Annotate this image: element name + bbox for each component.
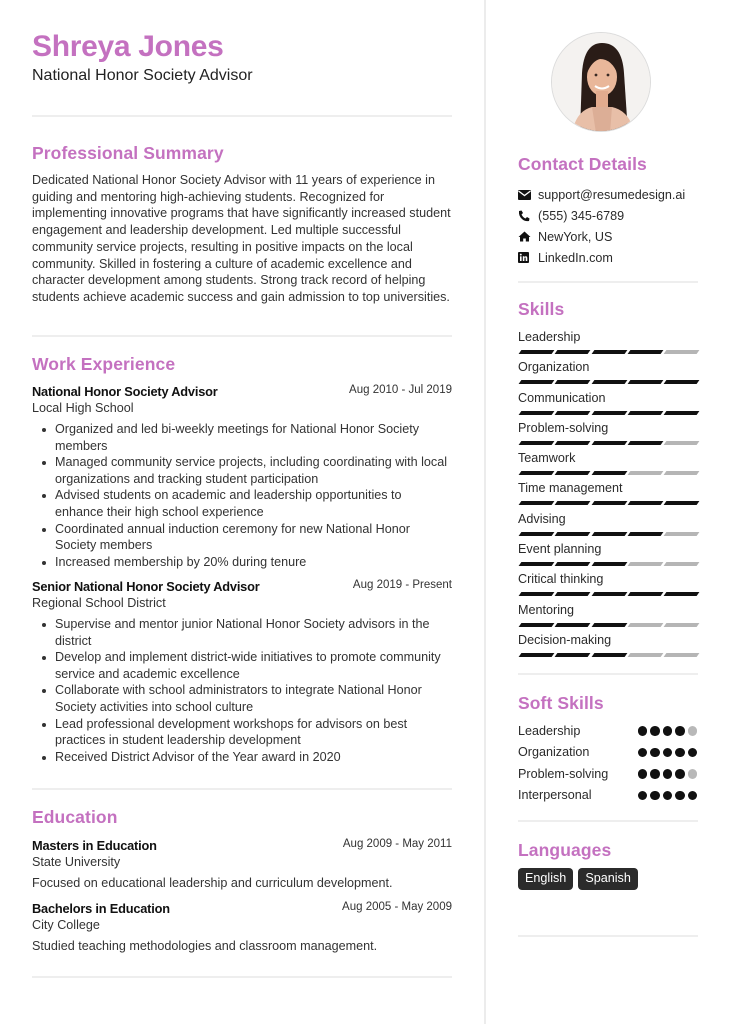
rating-dot-filled-icon <box>663 769 673 779</box>
soft-skill-item <box>518 785 698 807</box>
bullet-item: Organized and led bi-weekly meetings for National Honor Society members <box>32 421 452 454</box>
skill-label: Organization <box>518 360 590 375</box>
job-title: National Honor Society Advisor <box>32 384 218 399</box>
job-title: Senior National Honor Society Advisor <box>32 579 260 594</box>
bullet-item: Coordinated annual induction ceremony for new National Honor Society members <box>32 521 452 554</box>
rating-dot-filled-icon <box>688 791 698 801</box>
summary-text: Dedicated National Honor Society Advisor with 11 years of experience in guiding and mentoring high-achieving students. Recognized for implementing innovative programs that have significantly increased student engagement and leadership development. Led multiple successful community service projects, resulting in positive impacts on the local community. Skilled in fostering a culture of academic excellence and character development among students. Strong track record of helping students achieve academic success and gain admission to top universities. <box>32 173 451 304</box>
level-segment-filled <box>664 501 700 505</box>
contact-value: LinkedIn.com <box>538 250 613 265</box>
skill-level-bar <box>518 441 698 445</box>
rating-dot-filled-icon <box>638 726 648 736</box>
level-segment-filled <box>519 562 555 566</box>
level-segment-empty <box>664 562 700 566</box>
soft-skill-item <box>518 742 698 764</box>
rating-dot-filled-icon <box>663 748 673 758</box>
level-segment-filled <box>591 562 627 566</box>
level-segment-filled <box>591 592 627 596</box>
contact-value: NewYork, US <box>538 229 613 244</box>
soft-skill-rating <box>638 748 699 758</box>
linkedin-icon <box>518 252 538 263</box>
skill-item <box>518 420 698 450</box>
skill-label: Teamwork <box>518 451 576 466</box>
job-organization: Regional School District <box>32 596 166 610</box>
skill-label: Advising <box>518 511 566 526</box>
rating-dot-filled-icon <box>688 748 698 758</box>
level-segment-filled <box>591 350 627 354</box>
school: City College <box>32 918 100 932</box>
skills-heading: Skills <box>518 299 565 319</box>
soft-skill-label: Organization <box>518 745 590 760</box>
level-segment-filled <box>555 350 591 354</box>
contact-value: (555) 345-6789 <box>538 208 625 223</box>
level-segment-filled <box>627 350 663 354</box>
level-segment-filled <box>664 380 700 384</box>
languages-list <box>518 868 638 890</box>
level-segment-filled <box>664 411 700 415</box>
soft-skill-rating <box>638 726 699 736</box>
rating-dot-filled-icon <box>638 791 648 801</box>
level-segment-empty <box>627 562 663 566</box>
job-entry <box>32 383 452 570</box>
contact-list <box>518 184 708 268</box>
rating-dot-filled-icon <box>663 726 673 736</box>
level-segment-filled <box>627 592 663 596</box>
contact-email[interactable] <box>518 184 708 205</box>
level-segment-filled <box>519 653 555 657</box>
school: State University <box>32 855 121 869</box>
level-segment-filled <box>555 532 591 536</box>
soft-skill-label: Leadership <box>518 723 581 738</box>
job-bullets <box>32 421 452 570</box>
level-segment-empty <box>664 471 700 475</box>
skill-item <box>518 480 698 510</box>
skill-item <box>518 359 698 389</box>
education-description: Focused on educational leadership and curriculum development. <box>32 876 393 890</box>
degree: Bachelors in Education <box>32 901 170 916</box>
skill-item <box>518 390 698 420</box>
job-dates: Aug 2019 - Present <box>352 579 452 591</box>
level-segment-filled <box>627 532 663 536</box>
level-segment-filled <box>519 380 555 384</box>
level-segment-filled <box>519 350 555 354</box>
level-segment-filled <box>519 532 555 536</box>
bullet-item: Managed community service projects, including coordinating with local organizations and tracking student participation <box>32 454 452 487</box>
bullet-item: Collaborate with school administrators to integrate National Honor Society activities into school culture <box>32 682 452 715</box>
level-segment-empty <box>664 350 700 354</box>
education-entry <box>32 837 452 891</box>
level-segment-filled <box>519 441 555 445</box>
skill-label: Time management <box>518 481 623 496</box>
skill-level-bar <box>518 532 698 536</box>
level-segment-filled <box>519 592 555 596</box>
bullet-item: Develop and implement district-wide initiatives to promote community service and academic excellence <box>32 649 452 682</box>
divider <box>518 281 698 283</box>
skill-level-bar <box>518 380 698 384</box>
contact-heading: Contact Details <box>518 154 647 174</box>
rating-dot-filled-icon <box>663 791 673 801</box>
level-segment-filled <box>519 471 555 475</box>
level-segment-filled <box>519 411 555 415</box>
skill-label: Problem-solving <box>518 420 609 435</box>
education-dates: Aug 2009 - May 2011 <box>342 838 452 850</box>
skill-item <box>518 511 698 541</box>
divider <box>32 788 452 790</box>
experience-heading: Work Experience <box>32 354 176 374</box>
level-segment-empty <box>664 441 700 445</box>
portrait-icon <box>552 33 651 132</box>
level-segment-filled <box>519 501 555 505</box>
rating-dot-filled-icon <box>675 748 685 758</box>
level-segment-filled <box>555 411 591 415</box>
bullet-item: Received District Advisor of the Year award in 2020 <box>32 749 452 766</box>
skill-level-bar <box>518 592 698 596</box>
rating-dot-filled-icon <box>650 748 660 758</box>
job-dates: Aug 2010 - Jul 2019 <box>349 384 452 396</box>
rating-dot-filled-icon <box>675 791 685 801</box>
divider <box>32 115 452 117</box>
level-segment-filled <box>555 592 591 596</box>
job-bullets <box>32 616 452 765</box>
phone-icon <box>518 210 538 222</box>
rating-dot-empty-icon <box>688 726 698 736</box>
level-segment-filled <box>555 471 591 475</box>
skill-level-bar <box>518 653 698 657</box>
bullet-item: Lead professional development workshops for advisors on best practices in student leadership development <box>32 716 452 749</box>
skill-label: Event planning <box>518 542 602 557</box>
soft-skill-label: Problem-solving <box>518 766 609 781</box>
level-segment-filled <box>555 562 591 566</box>
education-entry <box>32 900 452 954</box>
divider <box>32 976 452 978</box>
level-segment-filled <box>591 623 627 627</box>
level-segment-empty <box>664 532 700 536</box>
languages-heading: Languages <box>518 840 612 860</box>
job-entry <box>32 578 452 765</box>
skill-level-bar <box>518 501 698 505</box>
level-segment-filled <box>627 380 663 384</box>
bullet-item: Increased membership by 20% during tenure <box>32 554 452 571</box>
level-segment-empty <box>664 623 700 627</box>
rating-dot-filled-icon <box>638 748 648 758</box>
level-segment-empty <box>664 653 700 657</box>
level-segment-filled <box>591 441 627 445</box>
level-segment-filled <box>591 532 627 536</box>
job-organization: Local High School <box>32 401 134 415</box>
level-segment-filled <box>555 623 591 627</box>
contact-location <box>518 226 708 247</box>
level-segment-filled <box>591 411 627 415</box>
level-segment-filled <box>555 653 591 657</box>
candidate-name: Shreya Jones <box>32 30 224 63</box>
rating-dot-filled-icon <box>650 769 660 779</box>
level-segment-empty <box>627 471 663 475</box>
skill-label: Mentoring <box>518 602 575 617</box>
education-dates: Aug 2005 - May 2009 <box>342 901 452 913</box>
rating-dot-filled-icon <box>638 769 648 779</box>
contact-linkedin[interactable] <box>518 247 708 268</box>
soft-skill-item <box>518 763 698 785</box>
soft-skill-label: Interpersonal <box>518 788 592 803</box>
level-segment-empty <box>627 623 663 627</box>
skill-level-bar <box>518 562 698 566</box>
level-segment-filled <box>591 471 627 475</box>
rating-dot-filled-icon <box>675 769 685 779</box>
language-tag: English <box>518 868 573 890</box>
home-icon <box>518 231 538 242</box>
skill-item <box>518 602 698 632</box>
level-segment-filled <box>627 501 663 505</box>
divider <box>518 673 698 675</box>
rating-dot-filled-icon <box>675 726 685 736</box>
skill-level-bar <box>518 471 698 475</box>
education-heading: Education <box>32 807 118 827</box>
skill-item <box>518 329 698 359</box>
soft-skills-heading: Soft Skills <box>518 693 604 713</box>
rating-dot-filled-icon <box>650 726 660 736</box>
level-segment-filled <box>591 501 627 505</box>
skill-level-bar <box>518 411 698 415</box>
profile-photo <box>551 32 651 132</box>
soft-skills-list <box>518 720 698 806</box>
skill-label: Decision-making <box>518 632 612 647</box>
contact-value: support@resumedesign.ai <box>538 187 686 202</box>
bullet-item: Advised students on academic and leadership opportunities to enhance their high school experience <box>32 487 452 520</box>
language-tag: Spanish <box>578 868 638 890</box>
soft-skill-rating <box>638 791 699 801</box>
rating-dot-empty-icon <box>688 769 698 779</box>
skill-label: Leadership <box>518 330 581 344</box>
degree: Masters in Education <box>32 838 157 853</box>
level-segment-filled <box>664 592 700 596</box>
level-segment-filled <box>555 441 591 445</box>
rating-dot-filled-icon <box>650 791 660 801</box>
level-segment-empty <box>627 653 663 657</box>
level-segment-filled <box>627 411 663 415</box>
level-segment-filled <box>591 653 627 657</box>
soft-skill-rating <box>638 769 699 779</box>
column-divider <box>484 0 486 1024</box>
skill-item <box>518 571 698 601</box>
level-segment-filled <box>555 501 591 505</box>
divider <box>32 335 452 337</box>
divider <box>518 820 698 822</box>
skill-item <box>518 632 698 662</box>
envelope-icon <box>518 190 538 200</box>
skill-label: Communication <box>518 390 606 405</box>
contact-phone[interactable] <box>518 205 708 226</box>
skill-item <box>518 541 698 571</box>
bullet-item: Supervise and mentor junior National Honor Society advisors in the district <box>32 616 452 649</box>
level-segment-filled <box>591 380 627 384</box>
skill-item <box>518 450 698 480</box>
skill-level-bar <box>518 350 698 354</box>
skill-level-bar <box>518 623 698 627</box>
education-description: Studied teaching methodologies and classroom management. <box>32 939 378 953</box>
candidate-title: National Honor Society Advisor <box>32 67 253 84</box>
skills-list <box>518 329 698 662</box>
soft-skill-item <box>518 720 698 742</box>
skill-label: Critical thinking <box>518 572 604 587</box>
level-segment-filled <box>519 623 555 627</box>
divider <box>518 935 698 937</box>
summary-heading: Professional Summary <box>32 143 224 163</box>
level-segment-filled <box>555 380 591 384</box>
level-segment-filled <box>627 441 663 445</box>
